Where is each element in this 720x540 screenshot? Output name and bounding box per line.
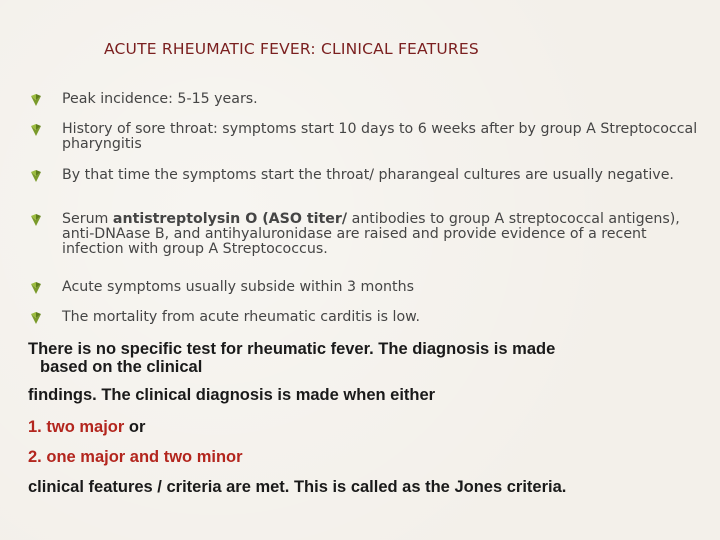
- bullet-text-post: antibodies to group A streptococcal antigens), anti-DNAase B, and antihyaluronidase are raised and provide evidence of a recent infection with group A Streptococcus.: [62, 211, 680, 257]
- body-line: There is no specific test for rheumatic fever. The diagnosis is made: [28, 340, 556, 358]
- bullet-item: [28, 280, 414, 295]
- bullet-text: Peak incidence: 5-15 years.: [62, 91, 258, 107]
- diamond-bullet-icon: [28, 92, 44, 108]
- bullet-item: [28, 92, 258, 107]
- bullet-text-pre: Serum: [62, 211, 113, 227]
- criteria-item-2: [28, 448, 243, 467]
- bullet-text: History of sore throat: symptoms start 10 days to 6 weeks after by group A Streptococcal pharyngitis: [62, 121, 698, 152]
- diamond-bullet-icon: [28, 310, 44, 326]
- criteria-rest: or: [124, 418, 146, 436]
- body-line: findings. The clinical diagnosis is made when either: [28, 386, 436, 404]
- criteria-number: 1.: [28, 418, 42, 436]
- body-line: clinical features / criteria are met. This is called as the Jones criteria.: [28, 478, 567, 496]
- bullet-item: [28, 212, 700, 257]
- bullet-text: By that time the symptoms start the throat/ pharangeal cultures are usually negative.: [62, 167, 674, 183]
- criteria-highlight: one major and two minor: [46, 448, 243, 466]
- diamond-bullet-icon: [28, 122, 44, 138]
- diamond-bullet-icon: [28, 168, 44, 184]
- bullet-item: [28, 168, 674, 183]
- criteria-highlight: two major: [46, 418, 125, 436]
- bullet-item: [28, 310, 420, 325]
- bullet-text: Acute symptoms usually subside within 3 months: [62, 279, 414, 295]
- criteria-number: 2.: [28, 448, 42, 466]
- criteria-item-1: [28, 418, 145, 437]
- bullet-text: The mortality from acute rheumatic carditis is low.: [62, 309, 420, 325]
- diamond-bullet-icon: [28, 212, 44, 228]
- bullet-text-bold: antistreptolysin O (ASO titer/: [112, 211, 348, 227]
- body-line: based on the clinical: [40, 358, 203, 376]
- diamond-bullet-icon: [28, 280, 44, 296]
- bullet-item: [28, 122, 700, 152]
- slide-title: ACUTE RHEUMATIC FEVER: CLINICAL FEATURES: [104, 40, 479, 58]
